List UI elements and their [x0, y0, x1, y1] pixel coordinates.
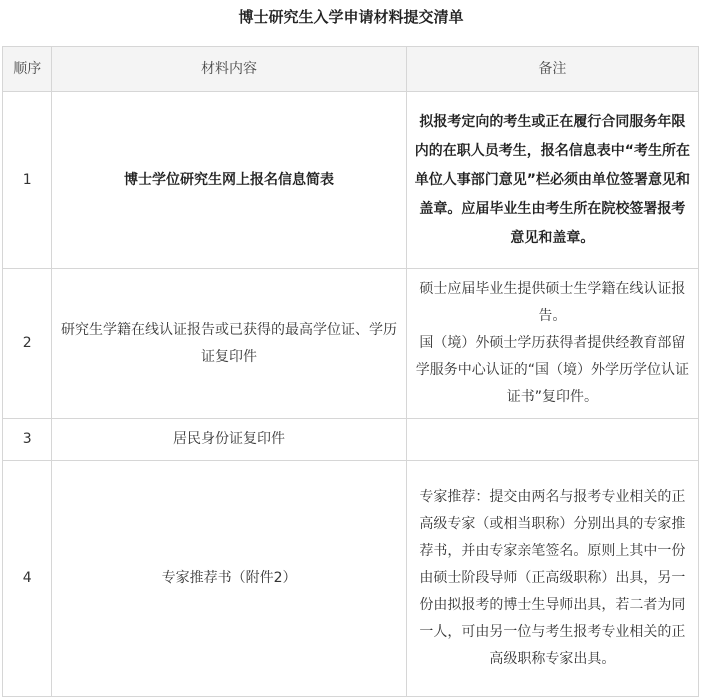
row-remark — [406, 269, 698, 419]
row-number: 1 — [3, 92, 52, 269]
header-content: 材料内容 — [52, 47, 406, 92]
table-row — [3, 419, 699, 461]
row-remark — [406, 92, 698, 269]
remark-paragraph: 专家推荐：提交由两名与报考专业相关的正高级专家（或相当职称）分别出具的专家推荐书，并由专家亲笔签名。原则上其中一份由硕士阶段导师（正高级职称）出具，另一份由拟报考的博士生导师出具，若二者为同一人，可由另一位与考生报考专业相关的正高级职称专家出具。 — [419, 489, 686, 667]
table-row — [3, 92, 699, 269]
row-remark — [406, 461, 698, 697]
row-content: 居民身份证复印件 — [52, 419, 406, 461]
table-row — [3, 461, 699, 697]
row-number: 3 — [3, 419, 52, 461]
row-number: 2 — [3, 269, 52, 419]
header-remark: 备注 — [406, 47, 698, 92]
row-content: 专家推荐书（附件2） — [52, 461, 406, 697]
remark-paragraph: 国（境）外硕士学历获得者提供经教育部留学服务中心认证的“国（境）外学历学位认证证书”复印件。 — [415, 335, 689, 405]
table-row — [3, 269, 699, 419]
header-order: 顺序 — [3, 47, 52, 92]
remark-paragraph: 拟报考定向的考生或正在履行合同服务年限内的在职人员考生，报名信息表中“考生所在单位人事部门意见”栏必须由单位签署意见和盖章。应届毕业生由考生所在院校签署报考意见和盖章。 — [414, 113, 690, 246]
page-title: 博士研究生入学申请材料提交清单 — [238, 8, 464, 26]
row-content: 研究生学籍在线认证报告或已获得的最高学位证、学历证复印件 — [52, 269, 406, 419]
remark-paragraph: 硕士应届毕业生提供硕士生学籍在线认证报告。 — [419, 281, 686, 324]
materials-table — [2, 46, 699, 697]
row-remark — [406, 419, 698, 461]
row-content: 博士学位研究生网上报名信息简表 — [52, 92, 406, 269]
table-header-row — [3, 47, 699, 92]
row-number: 4 — [3, 461, 52, 697]
